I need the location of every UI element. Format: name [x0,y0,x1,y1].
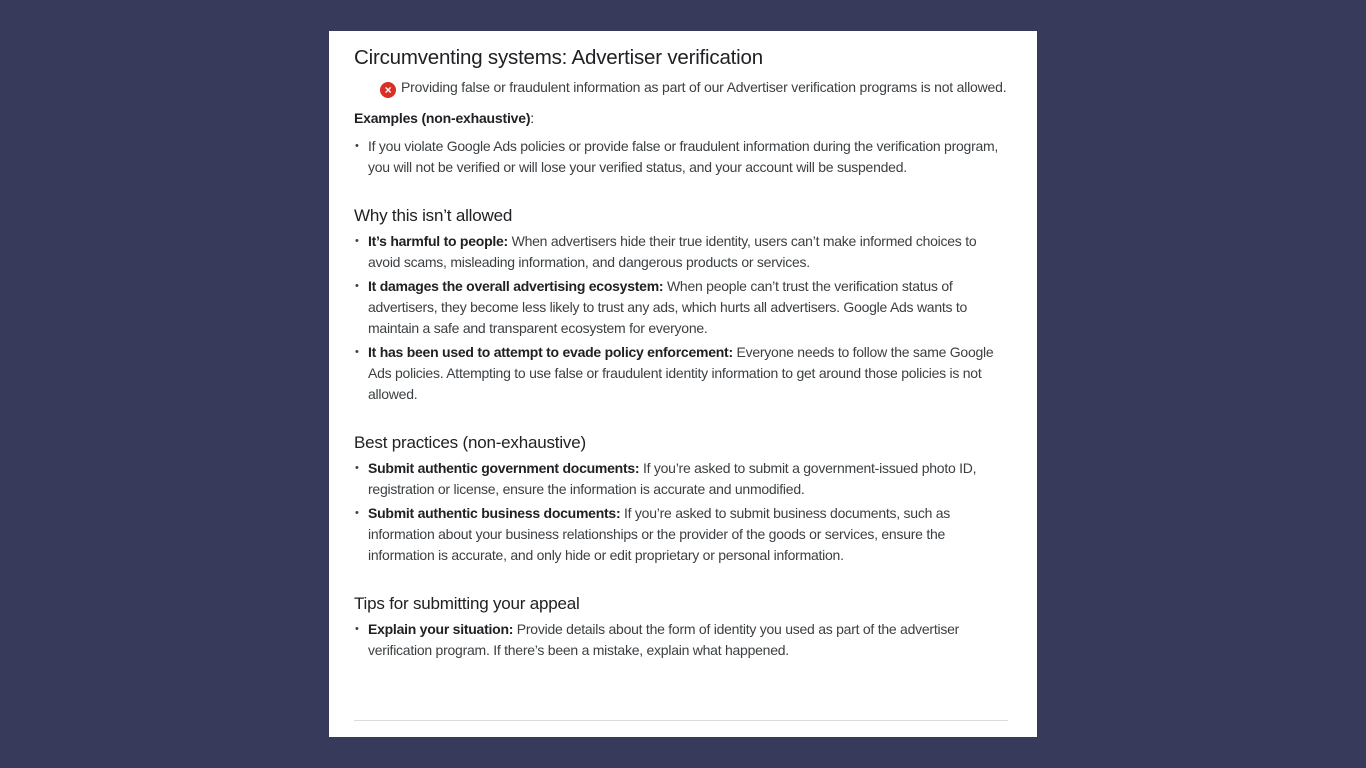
error-x-icon: × [380,82,396,98]
section-heading-tips: Tips for submitting your appeal [354,594,580,613]
tips-list [354,619,1008,661]
list-item [354,619,1008,661]
list-item: • If you violate Google Ads policies or provide false or fraudulent information during the verification program, you will not be verified or will lose your verified status, and your account will be suspended. [354,136,1008,178]
examples-label-colon: : [530,110,534,126]
list-item [354,503,1008,566]
list-item [354,276,1008,339]
item-text: Provide details about the form of identity you used as part of the advertiser verification program. If there’s been a mistake, explain what happened. [368,621,960,658]
not-allowed-notice [380,77,1008,98]
item-bold: Submit authentic business documents: [368,505,621,521]
section-heading-best-practices: Best practices (non-exhaustive) [354,433,586,452]
item-bold: Submit authentic government documents: [368,460,640,476]
best-practices-list [354,458,1008,566]
notice-text: Providing false or fraudulent information as part of our Advertiser verification programs is not allowed. [401,79,1007,95]
item-bold: Explain your situation: [368,621,514,637]
item-text: If you’re asked to submit a government-issued photo ID, registration or license, ensure the information is accurate and unmodified. [368,460,977,497]
examples-label [354,108,1008,129]
item-bold: It damages the overall advertising ecosystem: [368,278,664,294]
item-text: When advertisers hide their true identity, users can’t make informed choices to avoid scams, misleading information, and dangerous products or services. [368,233,977,270]
divider [354,720,1008,721]
page-title: Circumventing systems: Advertiser verification [354,46,763,69]
item-text: When people can’t trust the verification status of advertisers, they become less likely to trust any ads, which hurts all advertisers. Google Ads wants to maintain a safe and transparent ecosystem for everyone. [368,278,968,336]
list-item [354,231,1008,273]
examples-list [354,136,1008,178]
list-item [354,342,1008,405]
section-heading-why: Why this isn’t allowed [354,206,513,225]
examples-label-text: Examples (non-exhaustive) [354,110,531,126]
item-text: Everyone needs to follow the same Google Ads policies. Attempting to use false or fraudulent identity information to get around those policies is not allowed. [368,344,994,402]
item-text: If you’re asked to submit business documents, such as information about your business relationships or the provider of the goods or services, ensure the information is accurate, and only hide or edit proprietary or personal information. [368,505,951,563]
item-bold: It has been used to attempt to evade policy enforcement: [368,344,733,360]
why-list [354,231,1008,405]
policy-card [329,31,1037,737]
item-bold: It’s harmful to people: [368,233,508,249]
list-item [354,458,1008,500]
